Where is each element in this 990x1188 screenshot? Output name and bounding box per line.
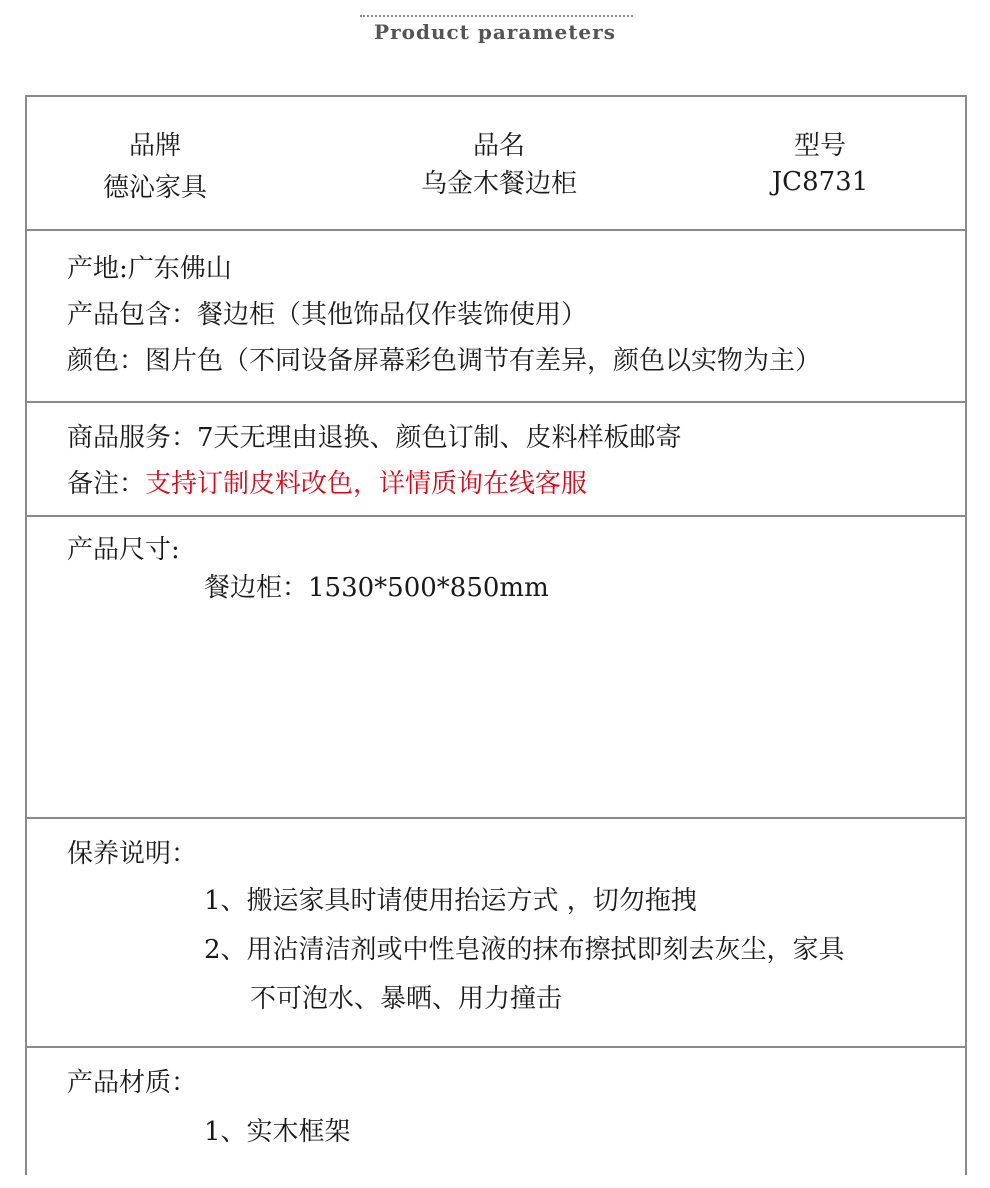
remark-line bbox=[67, 471, 587, 497]
dotted-divider bbox=[360, 15, 633, 17]
color-text: 颜色：图片色（不同设备屏幕彩色调节有差异，颜色以实物为主） bbox=[67, 346, 822, 376]
material-label: 产品材质： bbox=[67, 1068, 198, 1098]
size-label: 产品尺寸: bbox=[67, 535, 180, 565]
brand-row bbox=[27, 97, 965, 231]
package-text: 产品包含：餐边柜（其他饰品仅作装饰使用） bbox=[67, 300, 588, 330]
product-name-value: 乌金木餐边柜 bbox=[420, 169, 577, 199]
care-label: 保养说明： bbox=[67, 839, 198, 869]
care-item: 2、用沾清洁剂或中性皂液的抹布擦拭即刻去灰尘，家具 bbox=[204, 935, 845, 965]
section-header bbox=[0, 0, 990, 60]
material-section bbox=[27, 1048, 965, 1188]
parameters-table bbox=[25, 95, 967, 1175]
model-value: JC8731 bbox=[771, 167, 869, 197]
size-section bbox=[27, 517, 965, 819]
care-section bbox=[27, 819, 965, 1048]
origin-text: 产地:广东佛山 bbox=[67, 254, 232, 284]
brand-value: 德沁家具 bbox=[102, 173, 207, 203]
remark-label: 备注： bbox=[67, 469, 146, 499]
size-value: 餐边柜：1530*500*850mm bbox=[204, 573, 549, 603]
care-item: 1、搬运家具时请使用抬运方式 ，切勿拖拽 bbox=[204, 886, 697, 916]
service-section bbox=[27, 403, 965, 517]
product-name-label: 品名 bbox=[472, 131, 525, 161]
model-label: 型号 bbox=[793, 131, 846, 161]
brand-label: 品牌 bbox=[128, 131, 181, 161]
material-item: 1、实木框架 bbox=[204, 1117, 351, 1147]
origin-section bbox=[27, 231, 965, 403]
header-title: Product parameters bbox=[374, 20, 616, 44]
remark-text: 支持订制皮料改色，详情质询在线客服 bbox=[145, 469, 588, 499]
service-text: 商品服务：7天无理由退换、颜色订制、皮料样板邮寄 bbox=[67, 423, 682, 453]
care-item: 不可泡水、暴晒、用力撞击 bbox=[250, 984, 563, 1014]
